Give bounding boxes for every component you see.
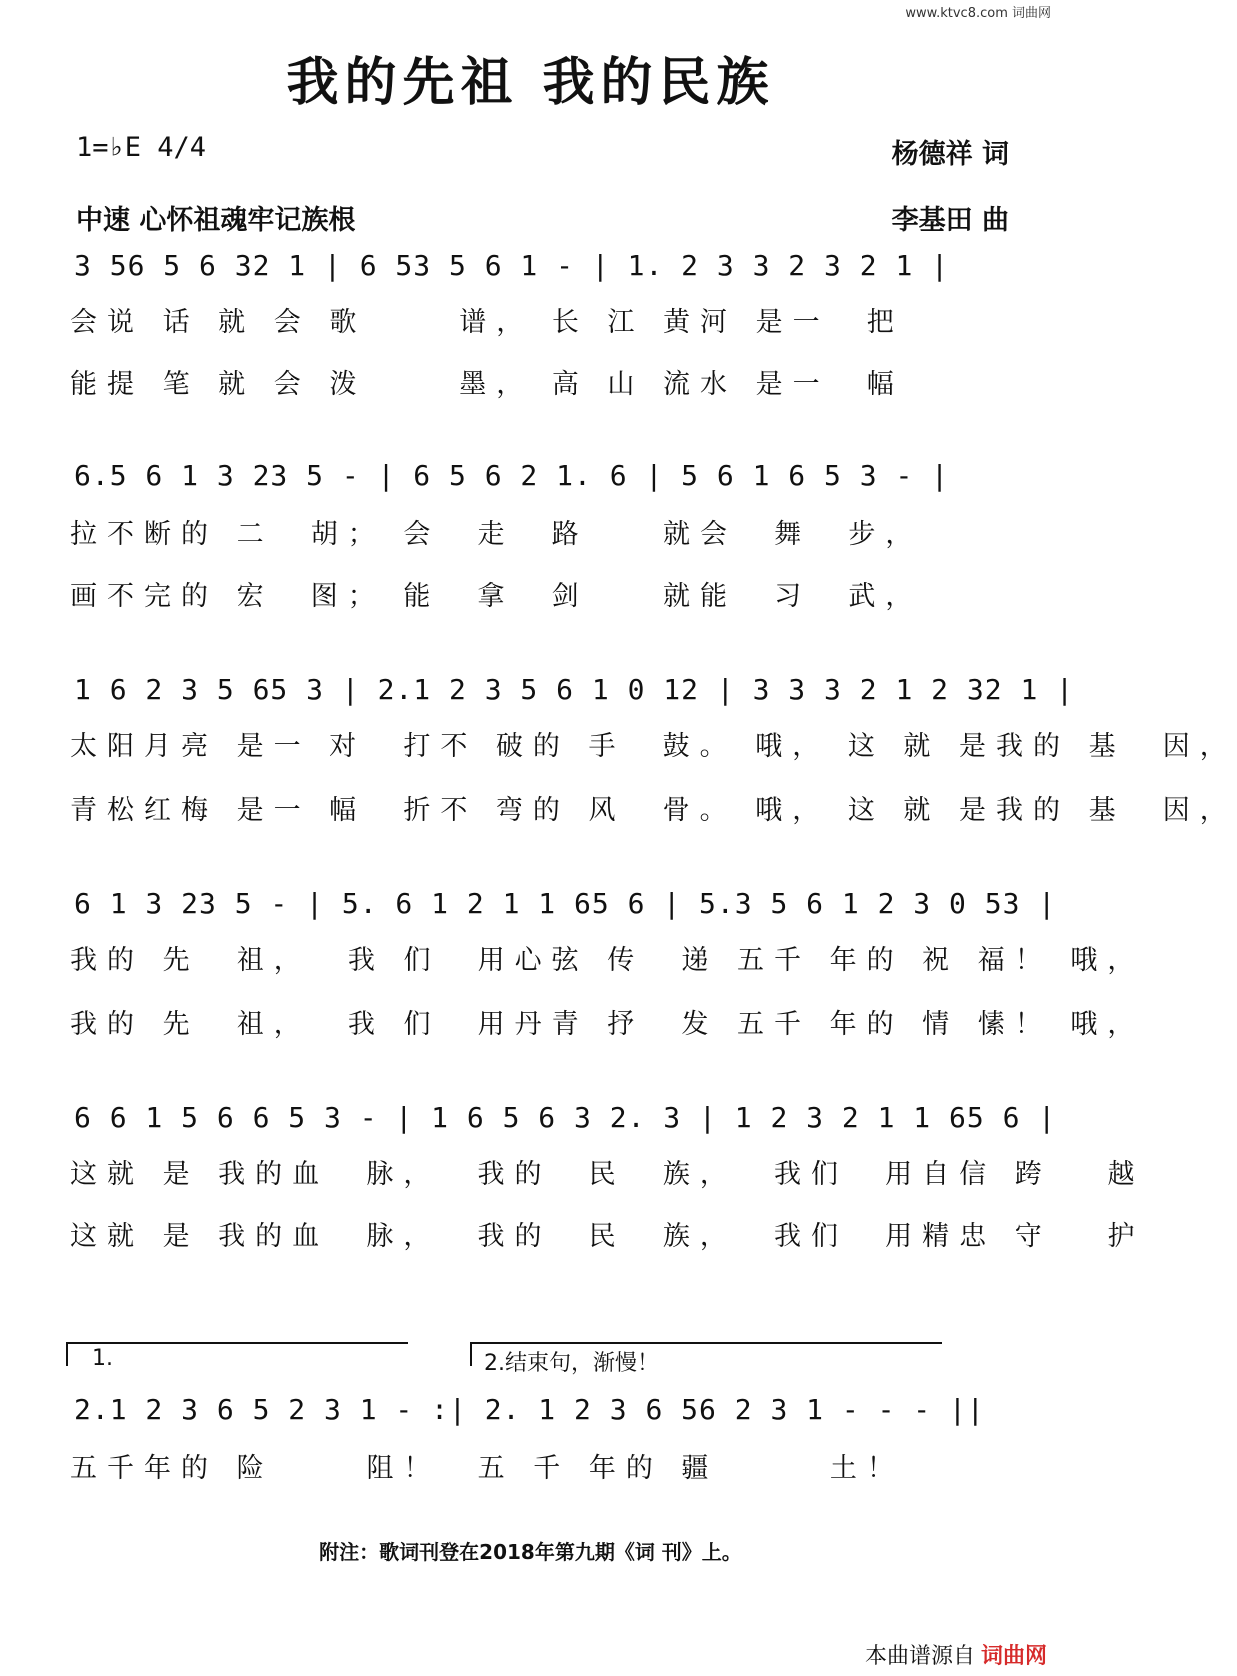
lyric-line-1a: 会说 话 就 会 歌 谱， 长 江 黄河 是一 把 — [70, 307, 904, 338]
lyric-line-3a: 太阳月亮 是一 对 打不 破的 手 鼓。 哦， 这 就 是我的 基 因， — [70, 731, 1237, 762]
lyricist-credit: 杨德祥 词 — [891, 139, 1009, 170]
lyric-line-5b: 这就 是 我的血 脉， 我的 民 族， 我们 用精忠 守 护 — [70, 1221, 1145, 1252]
source-prefix: 本曲谱源自 — [864, 1644, 975, 1669]
music-line-5: 6 6 1 5 6 6 5 3 - | 1 6 5 6 3 2. 3 | 1 2 3 2 1 1 65 6 | — [74, 1100, 1057, 1134]
lyric-line-2b: 画不完的 宏 图； 能 拿 剑 就能 习 武， — [70, 581, 923, 612]
brand-logo-text: 词曲网 — [980, 1644, 1047, 1669]
music-line-2: 6.5 6 1 3 23 5 - | 6 5 6 2 1. 6 | 5 6 1 6 5 3 - | — [74, 458, 950, 492]
music-line-1: 3 56 5 6 32 1 | 6 53 5 6 1 - | 1. 2 3 3 2 3 2 1 | — [74, 248, 950, 282]
music-line-6: 2.1 2 3 6 5 2 3 1 - :| 2. 1 2 3 6 56 2 3 1 - - - || — [74, 1392, 985, 1426]
site-watermark: www.ktvc8.com 词曲网 — [905, 6, 1051, 21]
source-footer — [865, 1639, 1047, 1670]
lyric-line-5a: 这就 是 我的血 脉， 我的 民 族， 我们 用自信 跨 越 — [70, 1159, 1145, 1190]
lyric-line-6a: 五千年的 险 阻！ 五 千 年的 疆 土！ — [70, 1453, 904, 1484]
first-ending-bracket — [66, 1342, 408, 1366]
lyric-line-3b: 青松红梅 是一 幅 折不 弯的 风 骨。 哦， 这 就 是我的 基 因， — [70, 795, 1237, 826]
key-signature: 1=♭E 4/4 — [76, 132, 207, 163]
music-line-3: 1 6 2 3 5 65 3 | 2.1 2 3 5 6 1 0 12 | 3 3 3 2 1 2 32 1 | — [74, 672, 1075, 706]
lyric-line-4a: 我的 先 祖， 我 们 用心弦 传 递 五千 年的 祝 福！ 哦， — [70, 945, 1145, 976]
composer-credit: 李基田 曲 — [891, 205, 1009, 236]
lyric-line-2a: 拉不断的 二 胡； 会 走 路 就会 舞 步， — [70, 519, 923, 550]
lyric-line-4b: 我的 先 祖， 我 们 用丹青 抒 发 五千 年的 情 愫！ 哦， — [70, 1009, 1145, 1040]
music-line-4: 6 1 3 23 5 - | 5. 6 1 2 1 1 65 6 | 5.3 5 6 1 2 3 0 53 | — [74, 886, 1057, 920]
lyric-line-1b: 能提 笔 就 会 泼 墨， 高 山 流水 是一 幅 — [70, 369, 904, 400]
song-title: 我的先祖 我的民族 — [286, 53, 775, 113]
footnote: 附注：歌词刊登在2018年第九期《词 刊》上。 — [319, 1540, 742, 1564]
second-ending-label: 2.结束句，渐慢！ — [484, 1351, 659, 1376]
first-ending-label: 1. — [92, 1346, 113, 1371]
tempo-marking: 中速 心怀祖魂牢记族根 — [76, 205, 356, 236]
